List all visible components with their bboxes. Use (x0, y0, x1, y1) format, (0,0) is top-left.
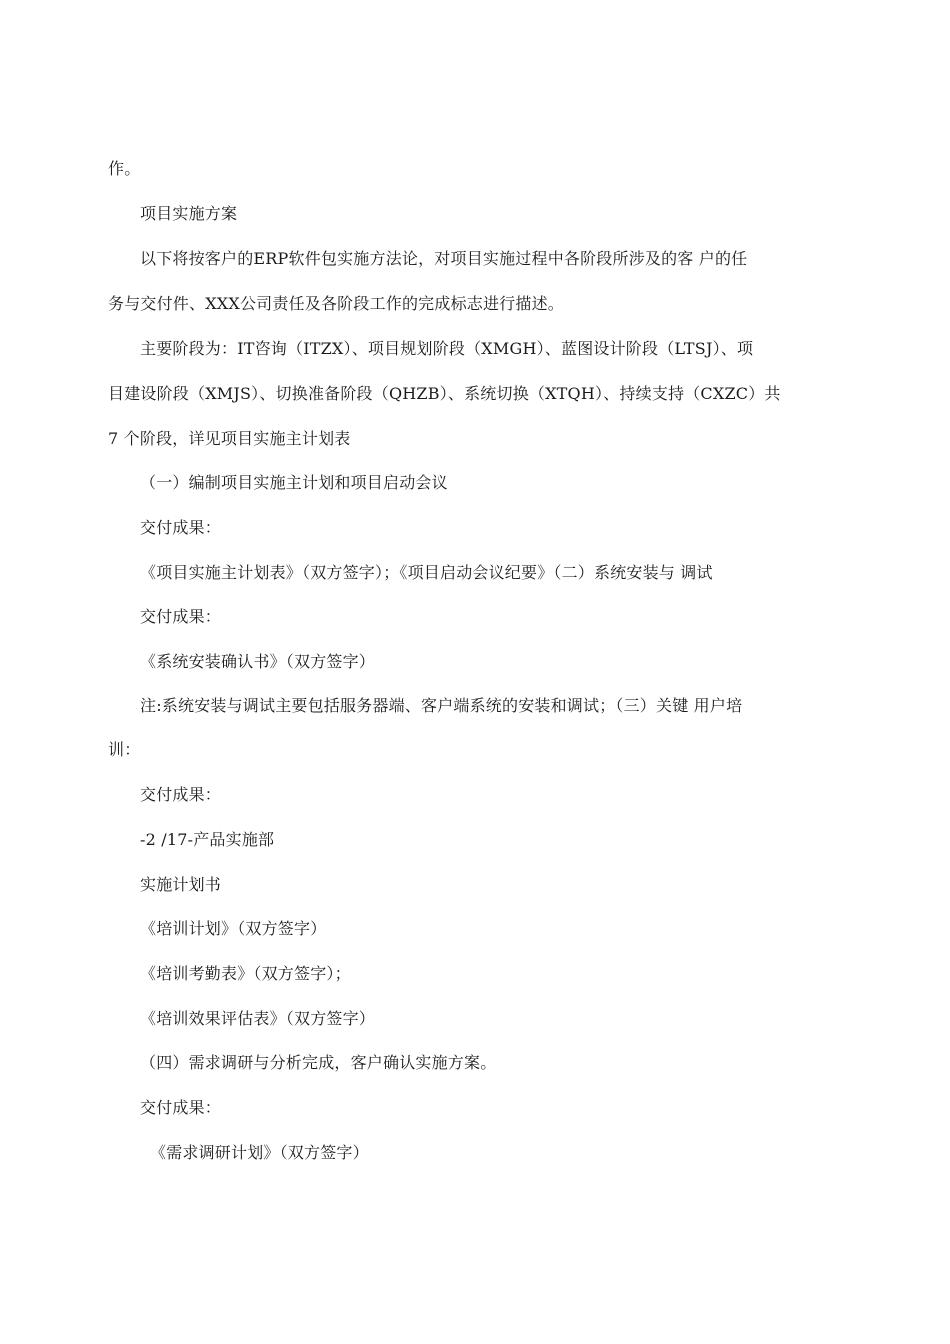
deliverable-item: 《培训计划》（双方签字） (140, 919, 327, 938)
deliverable-item: 《需求调研计划》（双方签字） (150, 1143, 369, 1162)
section-heading: 项目实施方案 (140, 204, 238, 223)
paragraph-line: 以下将按客户的ERP软件包实施方法论，对项目实施过程中各阶段所涉及的客 户的任 (140, 249, 748, 268)
subsection-heading: （一）编制项目实施主计划和项目启动会议 (140, 473, 448, 492)
paragraph-line: 7 个阶段，详见项目实施主计划表 (108, 429, 351, 448)
note-line: 训： (108, 740, 141, 759)
note-line: 注:系统安装与调试主要包括服务器端、客户端系统的安装和调试；（三）关键 用户培 (140, 696, 743, 715)
deliverable-item: 《系统安装确认书》（双方签字） (140, 652, 376, 671)
deliverables-label: 交付成果： (140, 785, 222, 804)
page-footer: -2 /17-产品实施部 (140, 830, 275, 849)
paragraph-line: 主要阶段为：IT咨询（ITZX）、项目规划阶段（XMGH）、蓝图设计阶段（LTSJ）、项 (140, 339, 754, 358)
paragraph-line: 目建设阶段（XMJS）、切换准备阶段（QHZB）、系统切换（XTQH）、持续支持（CXZC）共 (108, 384, 781, 403)
paragraph-line: 务与交付件、XXX公司责任及各阶段工作的完成标志进行描述。 (108, 294, 564, 313)
deliverables-label: 交付成果： (140, 1098, 222, 1117)
page-header: 实施计划书 (140, 875, 222, 894)
deliverables-label: 交付成果： (140, 518, 222, 537)
paragraph-line: 作。 (108, 159, 141, 178)
deliverable-item: 《培训效果评估表》（双方签字） (140, 1009, 376, 1028)
deliverables-label: 交付成果： (140, 607, 222, 626)
deliverable-item: 《培训考勤表》（双方签字）； (140, 964, 351, 983)
deliverable-item: 《项目实施主计划表》（双方签字）；《项目启动会议纪要》（二）系统安装与 调试 (140, 563, 713, 582)
subsection-heading: （四）需求调研与分析完成，客户确认实施方案。 (140, 1053, 497, 1072)
